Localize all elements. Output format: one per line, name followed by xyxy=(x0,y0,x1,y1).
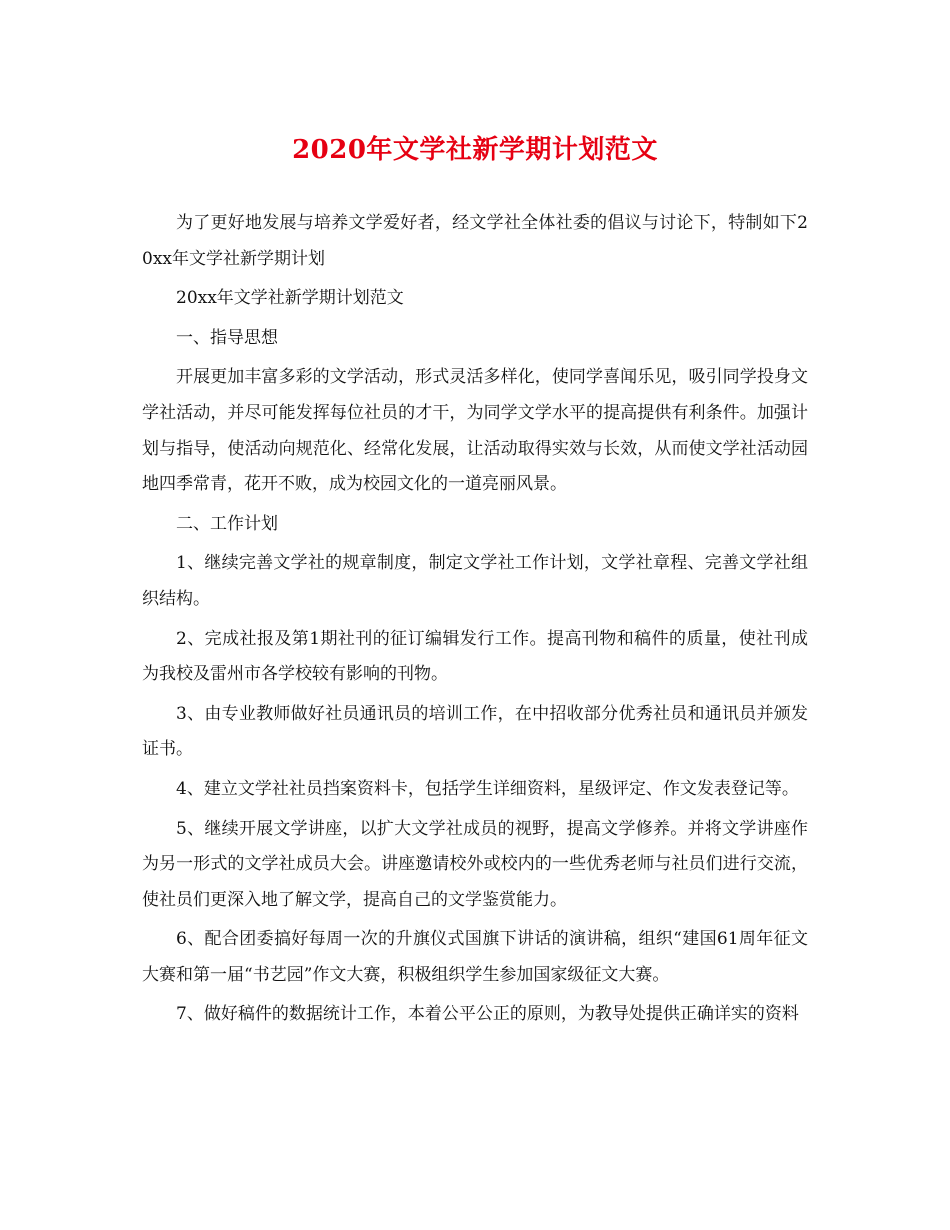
work-plan-item-7: 7、做好稿件的数据统计工作，本着公平公正的原则，为教导处提供正确详实的资料 xyxy=(176,1004,799,1025)
work-plan-item-3: 3、由专业教师做好社员通讯员的培训工作，在中招收部分优秀社员和通讯员并颁发证书。 xyxy=(142,703,808,760)
work-plan-item-6: 6、配合团委搞好每周一次的升旗仪式国旗下讲话的演讲稿，组织“建国61周年征文大赛和第一届“书艺园”作文大赛，积极组织学生参加国家级征文大赛。 xyxy=(142,929,808,985)
work-plan-item-1: 1、继续完善文学社的规章制度，制定文学社工作计划，文学社章程、完善文学社组织结构。 xyxy=(142,553,808,609)
paragraph-guiding-thought: 开展更加丰富多彩的文学活动，形式灵活多样化，使同学喜闻乐见，吸引同学投身文学社活动，并尽可能发挥每位社员的才干，为同学文学水平的提高提供有利条件。加强计划与指导，使活动向规范化、经常化发展，让活动取得实效与长效，从而使文学社活动园地四季常青，花开不败，成为校园文化的一道亮丽风景。 xyxy=(142,367,808,495)
section-heading-guiding-thought: 一、指导思想 xyxy=(176,327,278,348)
work-plan-item-4: 4、建立文学社社员挡案资料卡，包括学生详细资料，星级评定、作文发表登记等。 xyxy=(176,778,799,799)
paragraph-subtitle: 20xx年文学社新学期计划范文 xyxy=(176,288,404,309)
paragraph-intro: 为了更好地发展与培养文学爱好者，经文学社全体社委的倡议与讨论下，特制如下20xx年文学社新学期计划 xyxy=(142,213,808,269)
work-plan-item-2: 2、完成社报及第1期社刊的征订编辑发行工作。提高刊物和稿件的质量，使社刊成为我校及雷州市各学校较有影响的刊物。 xyxy=(142,628,808,685)
document-title: 2020年文学社新学期计划范文 xyxy=(292,135,658,165)
work-plan-item-5: 5、继续开展文学讲座，以扩大文学社成员的视野，提高文学修养。并将文学讲座作为另一形式的文学社成员大会。讲座邀请校外或校内的一些优秀老师与社员们进行交流，使社员们更深入地了解文学，提高自己的文学鉴赏能力。 xyxy=(142,818,808,910)
section-heading-work-plan: 二、工作计划 xyxy=(176,513,278,534)
